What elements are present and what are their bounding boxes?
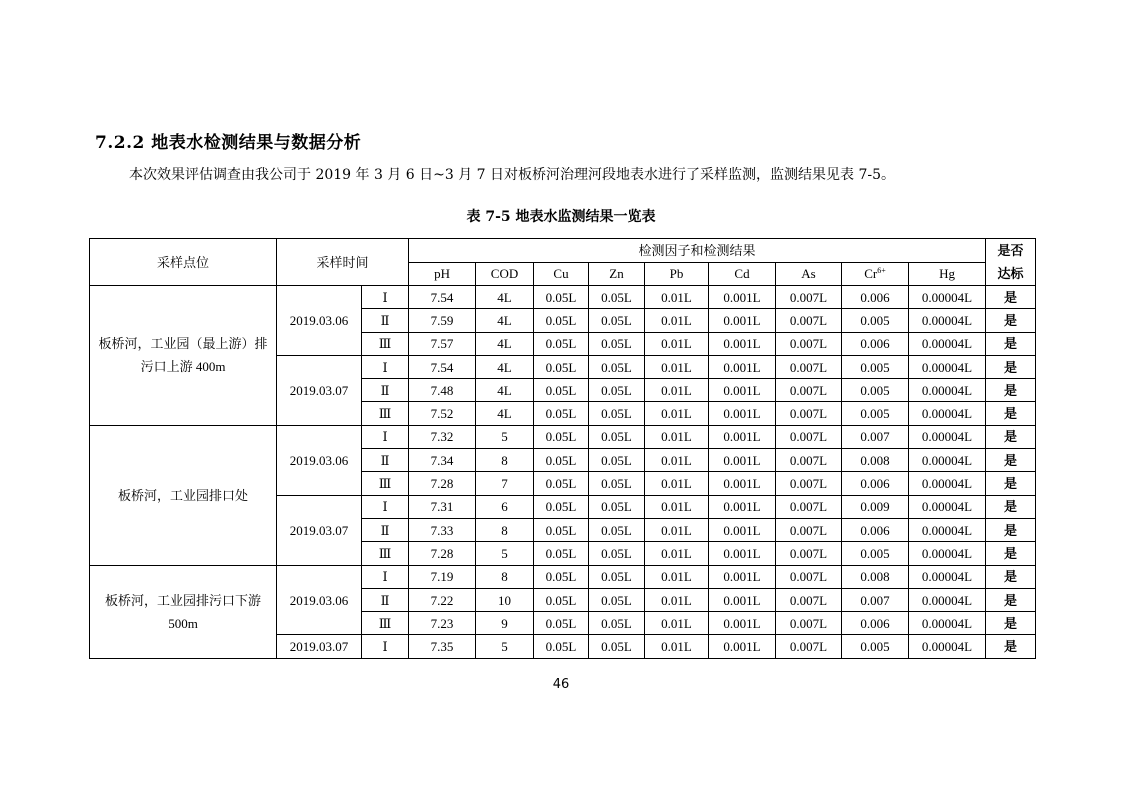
value-cell-pb: 0.01L xyxy=(645,612,709,635)
value-cell-cr: 0.006 xyxy=(842,286,909,309)
value-cell-as: 0.007L xyxy=(776,379,842,402)
value-cell-ph: 7.28 xyxy=(409,542,476,565)
value-cell-cod: 6 xyxy=(476,495,534,518)
column-header-label: Pb xyxy=(669,266,684,282)
value-cell-cr: 0.008 xyxy=(842,449,909,472)
value-cell-ph: 7.31 xyxy=(409,495,476,518)
value-cell-hg: 0.00004L xyxy=(909,565,986,588)
column-header-cod xyxy=(476,262,534,286)
column-header-label: Zn xyxy=(609,266,624,282)
value-cell-cr: 0.005 xyxy=(842,635,909,658)
value-cell-cu: 0.05L xyxy=(534,588,589,611)
value-cell-cr: 0.007 xyxy=(842,588,909,611)
value-cell-hg: 0.00004L xyxy=(909,495,986,518)
column-header-zn xyxy=(589,262,645,286)
compliance-cell: 是 xyxy=(986,542,1036,565)
value-cell-cd: 0.001L xyxy=(709,379,776,402)
value-cell-pb: 0.01L xyxy=(645,518,709,541)
value-cell-zn: 0.05L xyxy=(589,402,645,425)
value-cell-hg: 0.00004L xyxy=(909,286,986,309)
value-cell-hg: 0.00004L xyxy=(909,518,986,541)
value-cell-pb: 0.01L xyxy=(645,472,709,495)
value-cell-cod: 9 xyxy=(476,612,534,635)
sample-date-cell: 2019.03.06 xyxy=(277,425,362,495)
value-cell-pb: 0.01L xyxy=(645,635,709,658)
value-cell-cd: 0.001L xyxy=(709,449,776,472)
value-cell-cr: 0.006 xyxy=(842,472,909,495)
compliance-cell: 是 xyxy=(986,425,1036,448)
value-cell-cod: 10 xyxy=(476,588,534,611)
sample-date-cell: 2019.03.07 xyxy=(277,635,362,658)
value-cell-as: 0.007L xyxy=(776,518,842,541)
value-cell-cod: 4L xyxy=(476,309,534,332)
value-cell-ph: 7.54 xyxy=(409,286,476,309)
section-heading: 7.2.2 地表水检测结果与数据分析 xyxy=(95,133,362,153)
value-cell-ph: 7.22 xyxy=(409,588,476,611)
value-cell-cr: 0.005 xyxy=(842,355,909,378)
value-cell-cu: 0.05L xyxy=(534,309,589,332)
sample-number-cell: Ⅲ xyxy=(362,542,409,565)
value-cell-cu: 0.05L xyxy=(534,472,589,495)
value-cell-cd: 0.001L xyxy=(709,495,776,518)
value-cell-cd: 0.001L xyxy=(709,472,776,495)
table-header-row xyxy=(90,239,1036,263)
value-cell-pb: 0.01L xyxy=(645,542,709,565)
value-cell-cod: 5 xyxy=(476,635,534,658)
value-cell-cd: 0.001L xyxy=(709,565,776,588)
compliance-cell: 是 xyxy=(986,635,1036,658)
sample-number-cell: Ⅰ xyxy=(362,565,409,588)
value-cell-as: 0.007L xyxy=(776,286,842,309)
site-name-cell: 板桥河，工业园排污口下游500m xyxy=(90,565,277,658)
value-cell-cod: 8 xyxy=(476,565,534,588)
sample-date-cell: 2019.03.06 xyxy=(277,286,362,356)
value-cell-hg: 0.00004L xyxy=(909,332,986,355)
sample-number-cell: Ⅱ xyxy=(362,518,409,541)
value-cell-ph: 7.57 xyxy=(409,332,476,355)
column-header-pb xyxy=(645,262,709,286)
value-cell-ph: 7.48 xyxy=(409,379,476,402)
value-cell-pb: 0.01L xyxy=(645,402,709,425)
value-cell-pb: 0.01L xyxy=(645,565,709,588)
value-cell-cd: 0.001L xyxy=(709,332,776,355)
value-cell-zn: 0.05L xyxy=(589,425,645,448)
value-cell-cr: 0.009 xyxy=(842,495,909,518)
value-cell-hg: 0.00004L xyxy=(909,449,986,472)
sample-number-cell: Ⅰ xyxy=(362,495,409,518)
compliance-cell: 是 xyxy=(986,518,1036,541)
value-cell-zn: 0.05L xyxy=(589,612,645,635)
value-cell-cod: 4L xyxy=(476,402,534,425)
value-cell-hg: 0.00004L xyxy=(909,542,986,565)
value-cell-pb: 0.01L xyxy=(645,588,709,611)
value-cell-cr: 0.005 xyxy=(842,542,909,565)
value-cell-zn: 0.05L xyxy=(589,379,645,402)
sample-number-cell: Ⅲ xyxy=(362,612,409,635)
value-cell-cu: 0.05L xyxy=(534,425,589,448)
value-cell-zn: 0.05L xyxy=(589,472,645,495)
column-header-cu xyxy=(534,262,589,286)
column-header-label: Cd xyxy=(734,266,750,282)
value-cell-as: 0.007L xyxy=(776,472,842,495)
value-cell-zn: 0.05L xyxy=(589,355,645,378)
header-site: 采样点位 xyxy=(90,239,277,286)
value-cell-as: 0.007L xyxy=(776,635,842,658)
compliance-cell: 是 xyxy=(986,565,1036,588)
value-cell-hg: 0.00004L xyxy=(909,425,986,448)
compliance-cell: 是 xyxy=(986,588,1036,611)
value-cell-pb: 0.01L xyxy=(645,449,709,472)
value-cell-cu: 0.05L xyxy=(534,286,589,309)
value-cell-hg: 0.00004L xyxy=(909,635,986,658)
value-cell-hg: 0.00004L xyxy=(909,379,986,402)
value-cell-hg: 0.00004L xyxy=(909,309,986,332)
monitoring-results-table xyxy=(89,238,1036,659)
compliance-cell: 是 xyxy=(986,495,1036,518)
value-cell-cod: 7 xyxy=(476,472,534,495)
column-header-label: pH xyxy=(434,266,450,282)
value-cell-cod: 4L xyxy=(476,379,534,402)
value-cell-zn: 0.05L xyxy=(589,309,645,332)
site-name-cell: 板桥河，工业园排口处 xyxy=(90,425,277,565)
value-cell-cd: 0.001L xyxy=(709,588,776,611)
value-cell-as: 0.007L xyxy=(776,332,842,355)
value-cell-hg: 0.00004L xyxy=(909,612,986,635)
value-cell-cod: 5 xyxy=(476,425,534,448)
value-cell-as: 0.007L xyxy=(776,588,842,611)
value-cell-cd: 0.001L xyxy=(709,425,776,448)
value-cell-zn: 0.05L xyxy=(589,542,645,565)
value-cell-cu: 0.05L xyxy=(534,518,589,541)
value-cell-cd: 0.001L xyxy=(709,542,776,565)
column-header-cr xyxy=(842,262,909,286)
value-cell-as: 0.007L xyxy=(776,402,842,425)
value-cell-pb: 0.01L xyxy=(645,495,709,518)
compliance-cell: 是 xyxy=(986,309,1036,332)
value-cell-cod: 8 xyxy=(476,518,534,541)
value-cell-cod: 5 xyxy=(476,542,534,565)
value-cell-cd: 0.001L xyxy=(709,518,776,541)
sample-number-cell: Ⅰ xyxy=(362,425,409,448)
value-cell-as: 0.007L xyxy=(776,542,842,565)
value-cell-cod: 4L xyxy=(476,286,534,309)
value-cell-pb: 0.01L xyxy=(645,309,709,332)
value-cell-cu: 0.05L xyxy=(534,495,589,518)
value-cell-ph: 7.59 xyxy=(409,309,476,332)
value-cell-hg: 0.00004L xyxy=(909,402,986,425)
compliance-cell: 是 xyxy=(986,355,1036,378)
value-cell-cu: 0.05L xyxy=(534,332,589,355)
column-header-label: Cu xyxy=(553,266,569,282)
header-time: 采样时间 xyxy=(277,239,409,286)
sample-number-cell: Ⅱ xyxy=(362,309,409,332)
value-cell-ph: 7.33 xyxy=(409,518,476,541)
value-cell-ph: 7.35 xyxy=(409,635,476,658)
sample-number-cell: Ⅱ xyxy=(362,379,409,402)
value-cell-cu: 0.05L xyxy=(534,565,589,588)
value-cell-cu: 0.05L xyxy=(534,379,589,402)
sample-number-cell: Ⅲ xyxy=(362,472,409,495)
value-cell-zn: 0.05L xyxy=(589,286,645,309)
value-cell-cr: 0.006 xyxy=(842,332,909,355)
value-cell-cu: 0.05L xyxy=(534,355,589,378)
value-cell-cu: 0.05L xyxy=(534,635,589,658)
sample-number-cell: Ⅱ xyxy=(362,588,409,611)
compliance-cell: 是 xyxy=(986,379,1036,402)
value-cell-zn: 0.05L xyxy=(589,332,645,355)
column-header-hg xyxy=(909,262,986,286)
value-cell-pb: 0.01L xyxy=(645,379,709,402)
value-cell-cu: 0.05L xyxy=(534,402,589,425)
value-cell-cr: 0.007 xyxy=(842,425,909,448)
value-cell-pb: 0.01L xyxy=(645,425,709,448)
table-row xyxy=(90,286,1036,309)
column-header-label: Hg xyxy=(939,266,955,282)
compliance-cell: 是 xyxy=(986,286,1036,309)
sample-date-cell: 2019.03.07 xyxy=(277,355,362,425)
value-cell-as: 0.007L xyxy=(776,449,842,472)
value-cell-pb: 0.01L xyxy=(645,286,709,309)
value-cell-zn: 0.05L xyxy=(589,588,645,611)
sample-number-cell: Ⅱ xyxy=(362,449,409,472)
value-cell-cu: 0.05L xyxy=(534,542,589,565)
value-cell-as: 0.007L xyxy=(776,425,842,448)
value-cell-ph: 7.34 xyxy=(409,449,476,472)
value-cell-hg: 0.00004L xyxy=(909,355,986,378)
value-cell-cr: 0.005 xyxy=(842,402,909,425)
table-body xyxy=(90,286,1036,659)
value-cell-cod: 8 xyxy=(476,449,534,472)
value-cell-cd: 0.001L xyxy=(709,355,776,378)
value-cell-ph: 7.52 xyxy=(409,402,476,425)
sample-number-cell: Ⅲ xyxy=(362,402,409,425)
sample-number-cell: Ⅰ xyxy=(362,355,409,378)
table-row xyxy=(90,565,1036,588)
value-cell-cr: 0.005 xyxy=(842,309,909,332)
column-header-cd xyxy=(709,262,776,286)
value-cell-zn: 0.05L xyxy=(589,518,645,541)
value-cell-as: 0.007L xyxy=(776,309,842,332)
value-cell-zn: 0.05L xyxy=(589,565,645,588)
value-cell-as: 0.007L xyxy=(776,612,842,635)
value-cell-pb: 0.01L xyxy=(645,332,709,355)
value-cell-as: 0.007L xyxy=(776,355,842,378)
value-cell-zn: 0.05L xyxy=(589,495,645,518)
value-cell-cod: 4L xyxy=(476,355,534,378)
value-cell-hg: 0.00004L xyxy=(909,588,986,611)
compliance-cell: 是 xyxy=(986,449,1036,472)
value-cell-cr: 0.008 xyxy=(842,565,909,588)
value-cell-ph: 7.23 xyxy=(409,612,476,635)
table-caption: 表 7-5 地表水监测结果一览表 xyxy=(466,209,656,225)
value-cell-ph: 7.32 xyxy=(409,425,476,448)
compliance-cell: 是 xyxy=(986,402,1036,425)
value-cell-ph: 7.54 xyxy=(409,355,476,378)
value-cell-hg: 0.00004L xyxy=(909,472,986,495)
value-cell-cu: 0.05L xyxy=(534,612,589,635)
value-cell-cd: 0.001L xyxy=(709,286,776,309)
column-header-label: Cr xyxy=(864,266,878,282)
column-header-label: COD xyxy=(490,266,519,282)
value-cell-zn: 0.05L xyxy=(589,635,645,658)
compliance-cell: 是 xyxy=(986,332,1036,355)
site-name-cell: 板桥河，工业园（最上游）排污口上游 400m xyxy=(90,286,277,426)
compliance-cell: 是 xyxy=(986,612,1036,635)
compliance-cell: 是 xyxy=(986,472,1036,495)
value-cell-pb: 0.01L xyxy=(645,355,709,378)
intro-paragraph: 本次效果评估调查由我公司于 2019 年 3 月 6 日~3 月 7 日对板桥河治理河段地表水进行了采样监测，监测结果见表 7-5。 xyxy=(129,167,896,183)
column-header-ph xyxy=(409,262,476,286)
header-factors-group: 检测因子和检测结果 xyxy=(409,239,986,263)
value-cell-zn: 0.05L xyxy=(589,449,645,472)
value-cell-cd: 0.001L xyxy=(709,635,776,658)
value-cell-cr: 0.005 xyxy=(842,379,909,402)
page-number: 46 xyxy=(552,677,570,692)
cr-superscript: 6+ xyxy=(877,266,886,276)
column-header-label: As xyxy=(801,266,816,282)
value-cell-cd: 0.001L xyxy=(709,402,776,425)
sample-number-cell: Ⅰ xyxy=(362,635,409,658)
column-header-as xyxy=(776,262,842,286)
sample-number-cell: Ⅲ xyxy=(362,332,409,355)
header-compliance: 是否达标 xyxy=(986,239,1036,286)
value-cell-cd: 0.001L xyxy=(709,612,776,635)
sample-number-cell: Ⅰ xyxy=(362,286,409,309)
sample-date-cell: 2019.03.07 xyxy=(277,495,362,565)
value-cell-as: 0.007L xyxy=(776,565,842,588)
value-cell-ph: 7.19 xyxy=(409,565,476,588)
table-row xyxy=(90,425,1036,448)
value-cell-ph: 7.28 xyxy=(409,472,476,495)
value-cell-cr: 0.006 xyxy=(842,518,909,541)
value-cell-cod: 4L xyxy=(476,332,534,355)
sample-date-cell: 2019.03.06 xyxy=(277,565,362,635)
value-cell-as: 0.007L xyxy=(776,495,842,518)
value-cell-cu: 0.05L xyxy=(534,449,589,472)
value-cell-cr: 0.006 xyxy=(842,612,909,635)
value-cell-cd: 0.001L xyxy=(709,309,776,332)
